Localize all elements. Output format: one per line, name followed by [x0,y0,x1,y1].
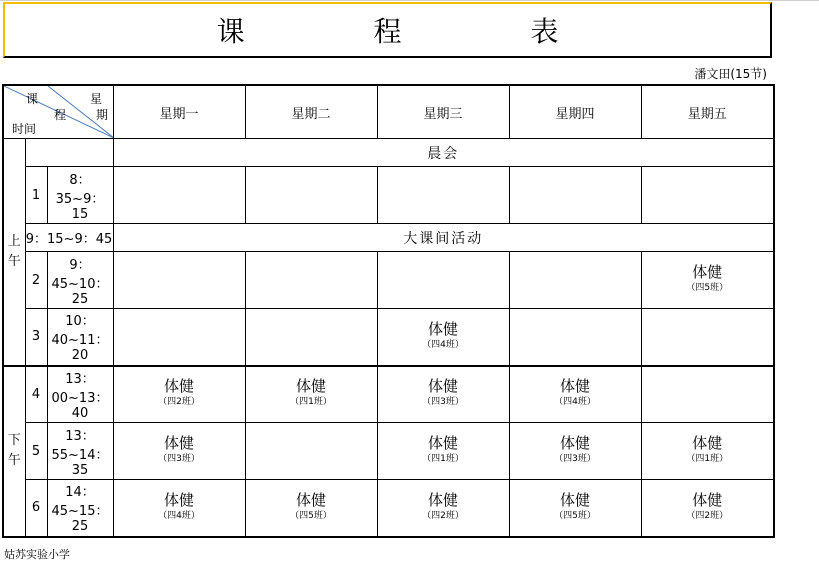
class-subject: 体健 [427,490,458,509]
break-activity[interactable]: 大课间活动 [113,224,774,252]
break-time[interactable]: 9：15~9：45 [25,224,113,252]
day-header[interactable]: 星期二 [245,85,377,139]
class-cell[interactable] [377,366,509,423]
day-header[interactable]: 星期一 [113,85,245,139]
day-header[interactable]: 星期五 [641,85,774,139]
class-cell[interactable] [113,252,245,309]
class-group: （四2班） [158,397,200,408]
period-row [3,480,774,537]
class-group: （四2班） [422,510,464,521]
class-subject: 体健 [692,434,723,452]
class-cell[interactable] [377,167,509,224]
class-group: （四3班） [158,454,200,464]
page-title: 课 程 表 [216,15,619,48]
class-cell[interactable] [509,167,641,224]
class-subject: 体健 [163,490,194,509]
class-cell[interactable] [245,423,377,480]
class-subject: 体健 [692,490,723,509]
period-time[interactable]: 13：00~13：40 [47,366,113,423]
class-subject: 体健 [559,490,590,509]
class-cell[interactable] [113,366,245,423]
class-cell[interactable] [113,480,245,537]
class-subject: 体健 [559,434,590,452]
empty-cell[interactable] [25,139,113,167]
class-cell[interactable] [113,309,245,366]
class-cell[interactable] [377,480,509,537]
period-number[interactable]: 6 [25,480,47,537]
period-time[interactable]: 10：40~11：20 [47,309,113,366]
class-cell[interactable] [245,167,377,224]
period-row [3,309,774,366]
class-group: （四1班） [422,454,464,464]
class-cell[interactable] [245,480,377,537]
class-cell[interactable] [245,309,377,366]
school-name: 姑苏实验小学 [4,548,70,561]
teacher-note: 潘文田(15节) [694,67,767,81]
class-subject: 体健 [163,434,194,452]
day-header[interactable]: 星期三 [377,85,509,139]
period-time[interactable]: 9：45~10：25 [47,252,113,309]
corner-xing: 星 [90,92,103,106]
class-subject: 体健 [692,263,723,281]
class-subject: 体健 [295,490,326,509]
day-header[interactable]: 星期四 [509,85,641,139]
class-group: （四1班） [686,454,729,464]
corner-qi: 期 [96,108,109,122]
title-cell[interactable] [3,2,772,58]
period-time[interactable]: 13：55~14：35 [47,423,113,480]
segment-label[interactable] [3,366,25,537]
class-group: （四2班） [686,510,729,521]
period-number[interactable]: 3 [25,309,47,366]
corner-cell[interactable] [3,85,113,139]
corner-shijian: 时间 [12,122,37,136]
class-cell[interactable] [377,309,509,366]
class-cell[interactable] [641,366,774,423]
schedule-table [2,84,775,538]
class-cell[interactable] [641,252,774,309]
class-group: （四3班） [422,397,464,408]
grid-line [0,0,819,1]
period-row [3,252,774,309]
class-group: （四5班） [290,510,332,521]
class-cell[interactable] [509,252,641,309]
class-cell[interactable] [509,309,641,366]
period-row [3,423,774,480]
segment-text: 下 午 [7,433,21,468]
period-number[interactable]: 1 [25,167,47,224]
class-group: （四3班） [554,454,596,464]
corner-cheng: 程 [54,108,67,122]
class-subject: 体健 [427,434,458,452]
period-row [3,167,774,224]
class-group: （四5班） [554,510,596,521]
period-number[interactable]: 2 [25,252,47,309]
class-cell[interactable] [641,309,774,366]
class-group: （四4班） [158,510,200,521]
class-group: （四4班） [554,397,596,408]
segment-label[interactable] [3,139,25,366]
class-cell[interactable] [641,423,774,480]
period-row [3,366,774,423]
class-subject: 体健 [163,377,194,396]
class-group: （四5班） [686,283,729,293]
break-row [3,224,774,252]
class-group: （四1班） [290,397,332,408]
class-cell[interactable] [113,167,245,224]
class-subject: 体健 [295,377,326,396]
class-cell[interactable] [509,423,641,480]
period-number[interactable]: 5 [25,423,47,480]
class-cell[interactable] [509,366,641,423]
class-cell[interactable] [377,252,509,309]
segment-text: 上 午 [7,233,21,269]
class-subject: 体健 [427,377,458,396]
header-row [3,85,774,139]
class-group: （四4班） [422,339,464,350]
corner-ke: 课 [26,92,39,106]
class-cell[interactable] [509,480,641,537]
period-number[interactable]: 4 [25,366,47,423]
meeting-row [3,139,774,167]
morning-meeting[interactable]: 晨会 [113,139,774,167]
class-cell[interactable] [641,480,774,537]
period-time[interactable]: 14：45~15：25 [47,480,113,537]
class-cell[interactable] [377,423,509,480]
class-subject: 体健 [427,319,458,338]
class-cell[interactable] [245,366,377,423]
period-time[interactable]: 8：35~9：15 [47,167,113,224]
class-subject: 体健 [559,377,590,396]
class-cell[interactable] [245,252,377,309]
class-cell[interactable] [641,167,774,224]
class-cell[interactable] [113,423,245,480]
